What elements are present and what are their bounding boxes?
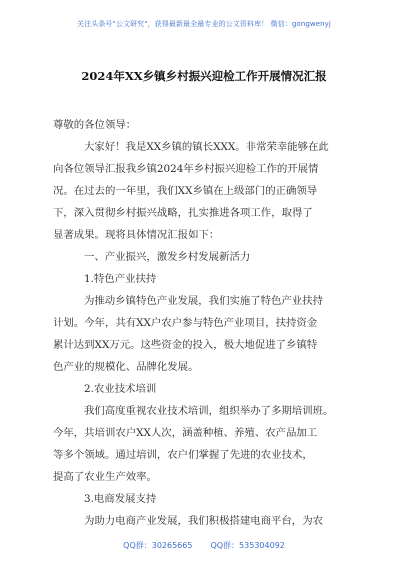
paragraph-line: 显著成果。现将具体情况汇报如下： <box>53 229 220 241</box>
paragraph-line: 等多个领域。通过培训，农户们掌握了先进的农业技术， <box>53 449 313 461</box>
paragraph-line: 我们高度重视农业技术培训，组织举办了多期培训班。 <box>84 405 334 417</box>
paragraph-line: 下，深入贯彻乡村振兴战略，扎实推进各项工作，取得了 <box>53 207 313 219</box>
paragraph-line: 计划。今年，共有XX户农户参与特色产业项目，扶持资金 <box>53 317 318 329</box>
paragraph-line: 向各位领导汇报我乡镇2024年乡村振兴迎检工作的开展情 <box>53 163 319 175</box>
paragraph-line: 为推动乡镇特色产业发展，我们实施了特色产业扶持 <box>84 295 323 307</box>
salutation: 尊敬的各位领导： <box>53 119 137 131</box>
section-heading: 一、产业振兴，激发乡村发展新活力 <box>84 251 251 263</box>
subsection-heading: 3.电商发展支持 <box>84 493 157 505</box>
subsection-heading: 2.农业技术培训 <box>84 383 157 395</box>
header-promo-note: 关注头条号"公文研究"，获得最新最全最专业的公文资料库！ 微信：gongwenyj <box>77 20 331 28</box>
paragraph-line: 况。在过去的一年里，我们XX乡镇在上级部门的正确领导 <box>53 185 318 197</box>
document-body <box>53 114 353 532</box>
paragraph-line: 为助力电商产业发展，我们积极搭建电商平台，为农 <box>84 515 323 527</box>
paragraph-line: 今年，共培训农户XX人次，涵盖种植、养殖、农产品加工 <box>53 427 318 439</box>
footer-qq-group-1: QQ群：30265665 <box>123 541 193 550</box>
paragraph-line: 色产业的规模化、品牌化发展。 <box>53 361 199 373</box>
subsection-heading: 1.特色产业扶持 <box>84 273 157 285</box>
paragraph-line: 提高了农业生产效率。 <box>53 471 157 483</box>
footer-contact <box>0 540 408 551</box>
paragraph-line: 大家好！我是XX乡镇的镇长XXX。非常荣幸能够在此 <box>84 141 329 153</box>
footer-qq-group-2: QQ群：535304092 <box>210 541 285 550</box>
document-title: 2024年XX乡镇乡村振兴迎检工作开展情况汇报 <box>81 69 327 83</box>
paragraph-line: 累计达到XX万元。这些资金的投入，极大地促进了乡镇特 <box>53 339 318 351</box>
